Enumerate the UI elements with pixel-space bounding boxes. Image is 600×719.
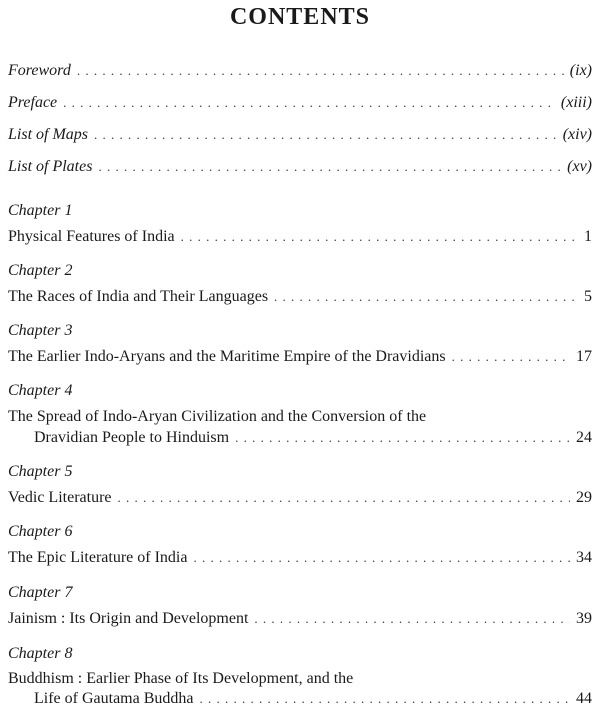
toc-entry-label: The Epic Literature of India — [8, 549, 188, 566]
toc-entry-chapter-4[interactable] — [34, 429, 592, 447]
toc-entry-list-of-maps[interactable] — [8, 126, 592, 144]
toc-entry-label: List of Maps — [8, 126, 89, 143]
chapter-heading: Chapter 2 — [8, 262, 73, 279]
leader-dots — [118, 490, 571, 506]
toc-entry-chapter-1[interactable] — [8, 228, 592, 246]
toc-entry-page: 29 — [576, 489, 592, 506]
toc-entry-chapter-5[interactable] — [8, 489, 592, 507]
leader-dots — [77, 63, 564, 79]
toc-entry-label: Vedic Literature — [8, 489, 112, 506]
toc-entry-preface[interactable] — [8, 94, 592, 112]
toc-entry-page: (xv) — [567, 158, 592, 175]
toc-entry-label: Physical Features of India — [8, 228, 175, 245]
leader-dots — [452, 349, 570, 365]
toc-entry-label: The Earlier Indo-Aryans and the Maritime Empire of the Dravidians — [8, 348, 446, 365]
toc-entry-page: (ix) — [569, 62, 592, 79]
toc-entry-page: 1 — [584, 228, 592, 245]
toc-entry-foreword[interactable] — [8, 62, 592, 80]
toc-entry-label: The Races of India and Their Languages — [8, 288, 269, 305]
page-title: CONTENTS — [229, 4, 371, 30]
chapter-heading: Chapter 6 — [8, 523, 73, 540]
leader-dots — [193, 550, 570, 566]
leader-dots — [63, 95, 555, 111]
toc-entry-label: Jainism : Its Origin and Development — [8, 610, 249, 627]
toc-entry-label-line1: Buddhism : Earlier Phase of Its Development, and the — [8, 670, 354, 687]
toc-entry-list-of-plates[interactable] — [8, 158, 592, 176]
toc-entry-label: Life of Gautama Buddha — [34, 690, 194, 707]
toc-entry-label-line1: The Spread of Indo-Aryan Civilization and the Conversion of the — [8, 408, 427, 425]
leader-dots — [235, 430, 570, 446]
leader-dots — [200, 691, 571, 707]
toc-entry-chapter-7[interactable] — [8, 610, 592, 628]
chapter-heading: Chapter 3 — [8, 322, 73, 339]
chapter-heading: Chapter 7 — [8, 584, 73, 601]
toc-entry-label: List of Plates — [8, 158, 93, 175]
leader-dots — [181, 229, 578, 245]
chapter-heading: Chapter 5 — [8, 463, 73, 480]
leader-dots — [254, 611, 570, 627]
chapter-heading: Chapter 4 — [8, 382, 73, 399]
toc-entry-page: 24 — [576, 429, 592, 446]
toc-entry-chapter-8[interactable] — [34, 690, 592, 708]
toc-entry-page: 44 — [576, 690, 592, 707]
toc-entry-page: 17 — [576, 348, 592, 365]
toc-entry-chapter-3[interactable] — [8, 348, 592, 366]
leader-dots — [94, 127, 557, 143]
toc-entry-label: Dravidian People to Hinduism — [34, 429, 230, 446]
toc-entry-page: 34 — [576, 549, 592, 566]
toc-entry-page: (xiv) — [562, 126, 592, 143]
leader-dots — [98, 159, 561, 175]
leader-dots — [274, 289, 578, 305]
chapter-heading: Chapter 1 — [8, 202, 73, 219]
toc-entry-chapter-6[interactable] — [8, 549, 592, 567]
toc-entry-chapter-2[interactable] — [8, 288, 592, 306]
toc-entry-label: Foreword — [8, 62, 71, 79]
toc-entry-page: (xiii) — [560, 94, 592, 111]
toc-entry-label: Preface — [8, 94, 58, 111]
toc-entry-page: 5 — [584, 288, 592, 305]
chapter-heading: Chapter 8 — [8, 645, 73, 662]
toc-entry-page: 39 — [576, 610, 592, 627]
